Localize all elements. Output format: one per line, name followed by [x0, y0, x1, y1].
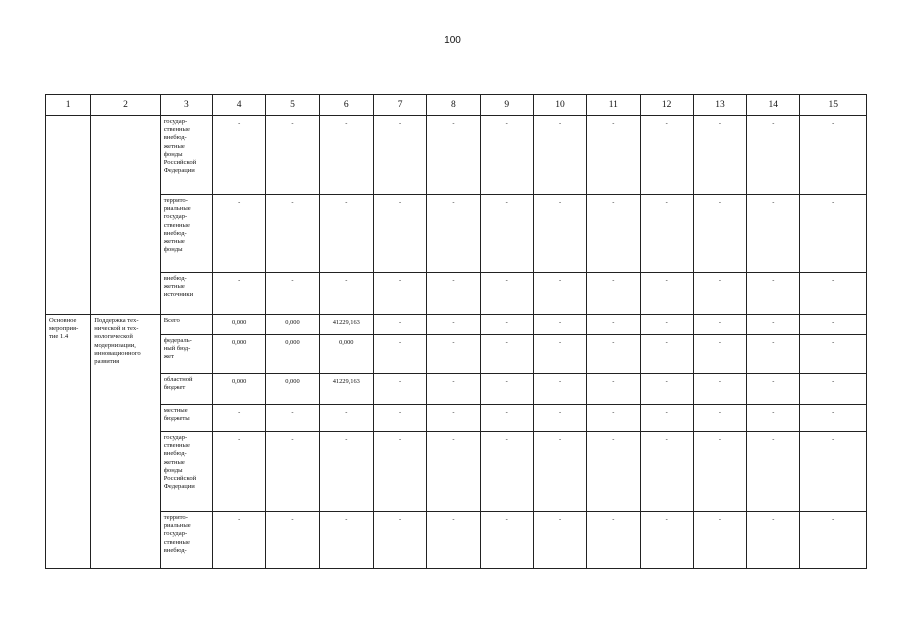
value-cell: -	[665, 516, 668, 523]
value-cell: -	[718, 319, 722, 326]
value-cell: 0,000	[231, 378, 247, 385]
value-cell: -	[718, 378, 722, 385]
funding-source: федераль- ный бюд- жет	[163, 337, 192, 361]
value-cell: -	[832, 436, 835, 443]
value-cell: -	[505, 120, 508, 127]
value-cell: 41229,163	[332, 378, 360, 385]
value-cell: -	[665, 120, 668, 127]
activity-name-cell-empty	[91, 116, 160, 315]
value-cell: -	[772, 277, 775, 284]
table-row	[46, 374, 867, 405]
value-cell: -	[345, 436, 348, 443]
value-cell: -	[718, 120, 722, 127]
value-cell: -	[238, 436, 241, 443]
value-cell: -	[832, 199, 835, 206]
table-row	[46, 512, 867, 569]
value-cell: -	[238, 120, 241, 127]
value-cell: -	[505, 199, 508, 206]
column-header: 5	[266, 95, 319, 116]
value-cell: -	[665, 409, 668, 416]
column-header: 9	[480, 95, 533, 116]
value-cell: -	[558, 199, 562, 206]
value-cell: -	[291, 120, 294, 127]
value-cell: -	[832, 277, 835, 284]
value-cell: -	[612, 339, 615, 346]
value-cell: -	[665, 199, 668, 206]
value-cell: -	[452, 199, 455, 206]
value-cell: -	[718, 516, 722, 523]
value-cell: -	[718, 436, 722, 443]
value-cell: -	[612, 277, 615, 284]
column-header: 4	[213, 95, 266, 116]
value-cell: -	[452, 339, 455, 346]
table-row	[46, 432, 867, 512]
value-cell: -	[558, 516, 562, 523]
column-header: 10	[533, 95, 586, 116]
value-cell: -	[832, 516, 835, 523]
value-cell: -	[505, 319, 508, 326]
activity-name: Поддержка тех- нической и тех- нологической модернизации, инновационного развития	[94, 317, 141, 366]
column-header: 1	[46, 95, 91, 116]
column-header: 15	[800, 95, 867, 116]
value-cell: -	[345, 277, 348, 284]
value-cell: -	[612, 436, 615, 443]
value-cell: 41229,163	[332, 319, 360, 326]
value-cell: -	[238, 199, 241, 206]
value-cell: -	[665, 436, 668, 443]
funding-source: террито- риальные государ- ственные внебюд-	[163, 514, 191, 554]
funding-source: Всего	[163, 317, 180, 324]
value-cell: -	[452, 409, 455, 416]
value-cell: -	[238, 516, 241, 523]
value-cell: -	[772, 319, 775, 326]
value-cell: -	[452, 436, 455, 443]
activity-cell-empty	[46, 116, 91, 315]
value-cell: -	[291, 516, 294, 523]
value-cell: -	[772, 199, 775, 206]
funding-source: областной бюджет	[163, 376, 193, 392]
value-cell: -	[612, 199, 615, 206]
value-cell: -	[345, 199, 348, 206]
value-cell: -	[832, 378, 835, 385]
value-cell: -	[505, 378, 508, 385]
value-cell: -	[291, 277, 294, 284]
budget-table	[45, 94, 867, 569]
column-header: 7	[373, 95, 426, 116]
value-cell: 0,000	[285, 319, 300, 326]
value-cell: 0,000	[231, 339, 247, 346]
column-header: 8	[427, 95, 480, 116]
value-cell: -	[665, 339, 668, 346]
value-cell: -	[399, 516, 402, 523]
funding-source: государ- ственные внебюд- жетные фонды Российской Федерации	[163, 434, 197, 491]
value-cell: -	[399, 120, 402, 127]
value-cell: -	[772, 378, 775, 385]
activity-code: Основное мероприя- тие 1.4	[49, 317, 79, 341]
value-cell: -	[718, 277, 722, 284]
value-cell: -	[558, 339, 562, 346]
column-header: 2	[91, 95, 160, 116]
column-header: 14	[747, 95, 800, 116]
column-header: 11	[587, 95, 640, 116]
funding-source: террито- риальные государ- ственные внебюд- жетные фонды	[163, 197, 191, 254]
value-cell: -	[399, 339, 402, 346]
table-row	[46, 116, 867, 195]
value-cell: -	[832, 339, 835, 346]
column-header: 12	[640, 95, 693, 116]
value-cell: -	[399, 277, 402, 284]
value-cell: 0,000	[339, 339, 354, 346]
value-cell: -	[612, 516, 615, 523]
value-cell: -	[505, 277, 508, 284]
value-cell: -	[832, 120, 835, 127]
value-cell: -	[558, 319, 562, 326]
value-cell: -	[612, 378, 615, 385]
value-cell: -	[452, 378, 455, 385]
value-cell: -	[612, 120, 615, 127]
value-cell: -	[345, 409, 348, 416]
value-cell: -	[772, 516, 775, 523]
table-row	[46, 405, 867, 432]
column-number-row	[46, 95, 867, 116]
value-cell: -	[291, 409, 294, 416]
value-cell: -	[452, 120, 455, 127]
value-cell: -	[505, 436, 508, 443]
value-cell: -	[772, 409, 775, 416]
value-cell: -	[399, 199, 402, 206]
funding-source: государ- ственные внебюд- жетные фонды Российской Федерации	[163, 118, 197, 175]
value-cell: -	[291, 436, 294, 443]
value-cell: -	[558, 409, 562, 416]
value-cell: -	[452, 516, 455, 523]
value-cell: -	[291, 199, 294, 206]
value-cell: 0,000	[285, 378, 300, 385]
funding-source: местные бюджеты	[163, 407, 190, 423]
value-cell: 0,000	[231, 319, 247, 326]
value-cell: -	[718, 409, 722, 416]
value-cell: -	[399, 436, 402, 443]
value-cell: -	[772, 339, 775, 346]
value-cell: -	[345, 120, 348, 127]
table-row	[46, 273, 867, 315]
value-cell: -	[238, 277, 241, 284]
page-number: 100	[444, 35, 461, 46]
value-cell: -	[505, 409, 508, 416]
value-cell: -	[399, 409, 402, 416]
value-cell: -	[718, 339, 722, 346]
column-header: 6	[319, 95, 373, 116]
value-cell: 0,000	[285, 339, 300, 346]
value-cell: -	[832, 409, 835, 416]
value-cell: -	[452, 277, 455, 284]
value-cell: -	[772, 436, 775, 443]
value-cell: -	[558, 378, 562, 385]
value-cell: -	[452, 319, 455, 326]
table-row	[46, 195, 867, 273]
table-row	[46, 315, 867, 335]
value-cell: -	[718, 199, 722, 206]
value-cell: -	[665, 319, 668, 326]
value-cell: -	[832, 319, 835, 326]
value-cell: -	[505, 516, 508, 523]
value-cell: -	[558, 120, 562, 127]
value-cell: -	[345, 516, 348, 523]
value-cell: -	[612, 319, 615, 326]
value-cell: -	[772, 120, 775, 127]
value-cell: -	[238, 409, 241, 416]
value-cell: -	[505, 339, 508, 346]
value-cell: -	[665, 277, 668, 284]
value-cell: -	[612, 409, 615, 416]
column-header: 3	[160, 95, 212, 116]
value-cell: -	[558, 277, 562, 284]
table-row	[46, 335, 867, 374]
funding-source: внебюд- жетные источники	[163, 275, 194, 299]
column-header: 13	[693, 95, 746, 116]
value-cell: -	[665, 378, 668, 385]
value-cell: -	[399, 319, 402, 326]
value-cell: -	[558, 436, 562, 443]
value-cell: -	[399, 378, 402, 385]
